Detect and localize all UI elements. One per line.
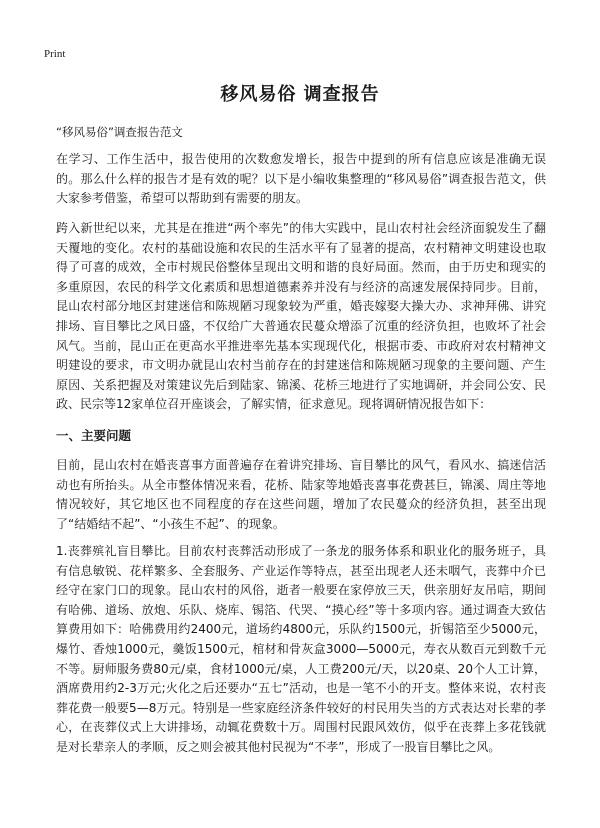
section-heading: 一、主要问题 bbox=[56, 428, 132, 443]
document-subtitle: “移风易俗”调查报告范文 bbox=[56, 125, 183, 139]
funeral-paragraph: 1.丧葬殡礼盲目攀比。目前农村丧葬活动形成了一条龙的服务体系和职业化的服务班子，具有信息敏锐、花样繁多、全套服务、产业运作等特点，甚至出现老人还未咽气，丧葬中介已经守在家门口的现象。昆山农村的风俗，逝者一般要在家停放三天，供亲朋好友吊唁，期间有哈佛、道场、放炮、乐队、烧库、锡箔、代哭、“摸心经”等十多项内容。通过调查大致估算费用如下：哈佛费用约2400元，道场约4800元，乐队约1500元，折锡箔至少5000元，爆竹、香烛1000元，羹饭1500元，棺材和骨灰盒3000—5000元，寿衣从数百元到数千元不等。厨师服务费80元/桌，食材1000元/桌，人工费200元/天，以20桌、20个人工计算，酒席费用约2-3万元;火化之后还要办“五七”活动，也是一笔不小的开支。整体来说，农村丧葬花费一般要5—8万元。特别是一些家庭经济条件较好的村民用失当的方式表达对长辈的孝心，在丧葬仪式上大讲排场，动辄花费数十万。周围村民跟风效仿，似乎在丧葬上多花钱就是对长辈亲人的孝顺，反之则会被其他村民视为“不孝”，形成了一股盲目攀比之风。 bbox=[56, 544, 546, 754]
intro-paragraph: 在学习、工作生活中，报告使用的次数愈发增长，报告中提到的所有信息应该是准确无误的。那么什么样的报告才是有效的呢？以下是小编收集整理的“移风易俗”调查报告范文，供大家参考借鉴，希望可以帮助到有需要的朋友。 bbox=[56, 152, 546, 206]
print-link[interactable]: Print bbox=[44, 48, 66, 60]
background-paragraph: 跨入新世纪以来，尤其是在推进“两个率先”的伟大实践中，昆山农村社会经济面貌发生了翻天覆地的变化。农村的基础设施和农民的生活水平有了显著的提高，农村精神文明建设也取得了可喜的成效，全市村规民俗整体呈现出文明和谐的良好局面。然而，由于历史和现实的多重原因，农民的科学文化素质和思想道德素养并没有与经济的高速发展保持同步。目前，昆山农村部分地区封建迷信和陈规陋习现象较为严重，婚丧嫁娶大操大办、求神拜佛、讲究排场、盲目攀比之风日盛，不仅给广大普通农民蔓众增添了沉重的经济负担，也败坏了社会风气。当前，昆山正在更高水平推进率先基本实现现代化，根据市委、市政府对农村精神文明建设的要求，市文明办就昆山农村当前存在的封建迷信和陈规陋习现象的主要问题、产生原因、关系把握及对策建议先后到陆家、锦溪、花桥三地进行了实地调研，并会同公安、民政、民宗等12家单位召开座谈会，了解实情，征求意见。现将调研情况报告如下： bbox=[56, 221, 546, 412]
problems-paragraph: 目前，昆山农村在婚丧喜事方面普遍存在着讲究排场、盲目攀比的风气，看风水、搞迷信活动也有所抬头。从全市整体情况来看，花桥、陆家等地婚丧喜事花费甚巨，锦溪、周庄等地情况较好，其它地区也不同程度的存在这些问题，增加了农民蔓众的经济负担，甚至出现了“结婚结不起”、“小孩生不起”、的现象。 bbox=[56, 458, 546, 531]
page-title: 移风易俗 调查报告 bbox=[220, 84, 380, 105]
